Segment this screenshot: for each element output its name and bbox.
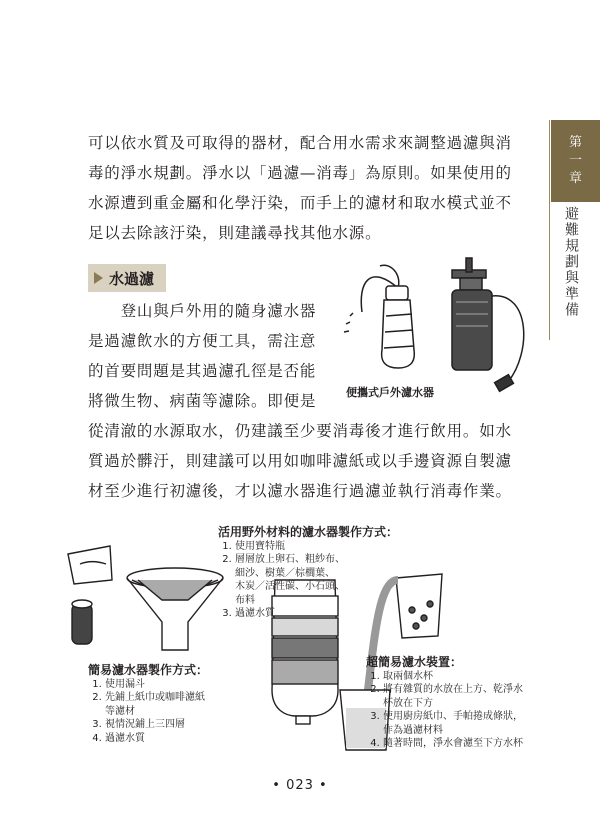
field-filter-instructions xyxy=(218,526,398,621)
intro-paragraph xyxy=(88,128,512,248)
filter-line: 材至少進行初濾後，才以濾水器進行過濾並執行消毒作業。 xyxy=(88,482,512,500)
section-heading-text: 水過濾 xyxy=(109,269,155,288)
wick-filter-step: 3. 使用廚房紙巾、手帕捲成條狀， 作為過濾材料 xyxy=(383,710,523,737)
field-filter-steps xyxy=(218,540,398,621)
heading-triangle-icon xyxy=(94,272,103,284)
filter-paragraph-wide xyxy=(88,416,512,506)
field-filter-title: 活用野外材料的濾水器製作方式： xyxy=(218,525,399,539)
simple-filter-step: 4. 過濾水質 xyxy=(105,732,208,746)
wick-filter-step: 1. 取兩個水杯 xyxy=(383,670,523,684)
filter-line: 登山與戶外用的隨身濾水器 xyxy=(88,302,317,320)
filter-line: 從清澈的水源取水，仍建議至少要消毒後才進行飲用。如水 xyxy=(88,422,512,440)
wick-filter-title: 超簡易濾水裝置： xyxy=(366,655,463,669)
simple-filter-step: 3. 視情況鋪上三四層 xyxy=(105,718,208,732)
wick-filter-steps xyxy=(366,670,523,751)
field-filter-step: 3. 過濾水質 xyxy=(235,607,398,621)
wick-filter-step: 2. 將有雜質的水放在上方、乾淨水 杯放在下方 xyxy=(383,683,523,710)
portable-filter-caption: 便攜式戶外濾水器 xyxy=(346,386,434,399)
chapter-label-3: 章 xyxy=(568,171,582,186)
chapter-rule xyxy=(549,120,550,340)
simple-filter-step: 1. 使用漏斗 xyxy=(105,678,208,692)
intro-line: 可以依水質及可取得的器材，配合用水需求來調整過濾與消 xyxy=(88,134,512,152)
chapter-badge xyxy=(551,120,600,202)
chapter-label-1: 第 xyxy=(568,135,582,150)
intro-line: 水源遭到重金屬和化學汙染，而手上的濾材和取水模式並不 xyxy=(88,194,512,212)
portable-filter-illustration xyxy=(340,252,540,402)
field-filter-step: 1. 使用寶特瓶 xyxy=(235,540,398,554)
intro-line: 毒的淨水規劃。淨水以「過濾—消毒」為原則。如果使用的 xyxy=(88,164,512,182)
wick-filter-step: 4. 隨著時間，淨水會濾至下方水杯 xyxy=(383,737,523,751)
simple-filter-title: 簡易濾水器製作方式： xyxy=(88,663,209,677)
chapter-title: 避難規劃與準備 xyxy=(563,206,579,318)
field-filter-step: 2. 層層放上卵石、粗紗布、 細沙、樹葉／棕櫚葉、 木炭／活性碳、小石頭、 布料 xyxy=(235,553,398,607)
intro-line: 足以去除該汙染，則建議尋找其他水源。 xyxy=(88,224,382,242)
filter-line: 的首要問題是其過濾孔徑是否能 xyxy=(88,362,317,380)
filter-line: 是過濾飲水的方便工具，需注意 xyxy=(88,332,317,350)
section-heading xyxy=(88,264,166,292)
filter-paragraph-narrow xyxy=(88,296,316,416)
wick-filter-instructions xyxy=(366,656,523,751)
page-number: • 023 • xyxy=(272,778,328,793)
chapter-label-2: 一 xyxy=(568,153,582,168)
filter-line: 將微生物、病菌等濾除。即便是 xyxy=(88,392,317,410)
simple-filter-step: 2. 先鋪上紙巾或咖啡濾紙 等濾材 xyxy=(105,691,208,718)
filter-line: 質過於髒汙，則建議可以用如咖啡濾紙或以手邊資源自製濾 xyxy=(88,452,512,470)
simple-filter-instructions xyxy=(88,664,208,745)
simple-filter-steps xyxy=(88,678,208,746)
